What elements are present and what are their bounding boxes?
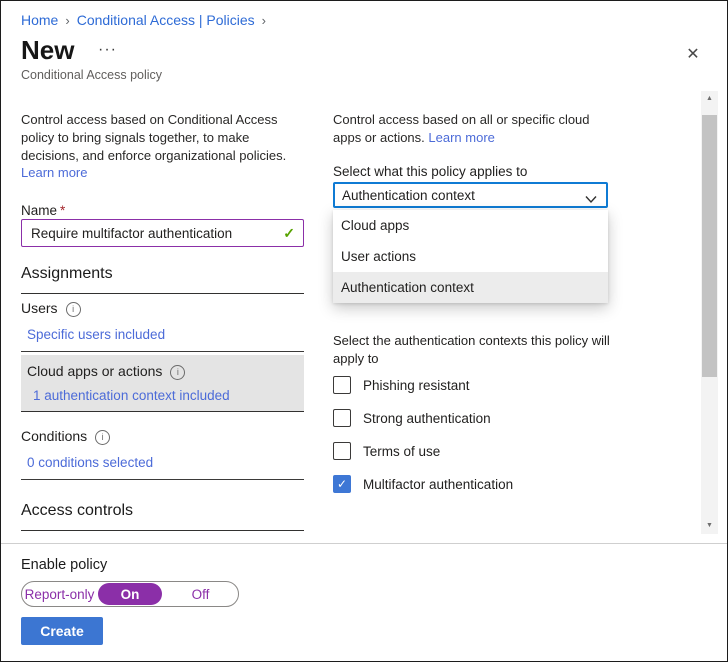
dropdown-option-cloud-apps[interactable]: Cloud apps bbox=[341, 218, 410, 233]
conditions-link[interactable]: 0 conditions selected bbox=[27, 455, 154, 470]
checkbox-label: Phishing resistant bbox=[363, 378, 470, 393]
checkbox-label: Strong authentication bbox=[363, 411, 491, 426]
vertical-scrollbar[interactable] bbox=[701, 91, 718, 534]
assignments-heading: Assignments bbox=[21, 265, 304, 294]
more-options-icon[interactable]: ··· bbox=[98, 41, 117, 58]
breadcrumb-home[interactable]: Home bbox=[21, 12, 59, 28]
chevron-right-icon: › bbox=[261, 13, 266, 28]
checkbox-terms-of-use[interactable] bbox=[333, 442, 351, 460]
policy-description: Control access based on Conditional Access policy to bring signals together, to make decisions, and enforce organizational policies. bbox=[21, 112, 287, 163]
divider bbox=[21, 351, 304, 352]
learn-more-link[interactable]: Learn more bbox=[21, 165, 88, 180]
name-label bbox=[21, 203, 65, 218]
cloud-apps-link[interactable]: 1 authentication context included bbox=[33, 388, 230, 403]
checkbox-label: Terms of use bbox=[363, 444, 441, 459]
policy-applies-dropdown bbox=[333, 210, 608, 303]
dropdown-option-user-actions[interactable]: User actions bbox=[341, 249, 417, 264]
checkbox-multifactor-authentication[interactable]: ✓ bbox=[333, 475, 351, 493]
checkbox-strong-authentication[interactable] bbox=[333, 409, 351, 427]
info-icon[interactable]: i bbox=[95, 430, 110, 445]
scroll-down-icon[interactable]: ▼ bbox=[706, 522, 713, 529]
cloud-apps-section-selected[interactable] bbox=[21, 355, 304, 412]
close-icon[interactable]: ✕ bbox=[686, 46, 700, 63]
toggle-report-only[interactable]: Report-only bbox=[24, 586, 95, 602]
valid-check-icon: ✓ bbox=[283, 225, 295, 241]
page-subtitle: Conditional Access policy bbox=[21, 68, 163, 82]
breadcrumb bbox=[21, 12, 273, 28]
checkbox-phishing-resistant[interactable] bbox=[333, 376, 351, 394]
cloud-apps-description bbox=[333, 111, 615, 147]
info-icon[interactable]: i bbox=[170, 365, 185, 380]
checkbox-label: Multifactor authentication bbox=[363, 477, 514, 492]
policy-applies-select[interactable] bbox=[333, 182, 608, 208]
breadcrumb-conditional-access-policies[interactable]: Conditional Access | Policies bbox=[76, 12, 255, 28]
scroll-up-icon[interactable]: ▲ bbox=[706, 95, 713, 102]
authentication-contexts-label: Select the authentication contexts this policy will apply to bbox=[333, 333, 610, 366]
dropdown-option-authentication-context[interactable]: Authentication context bbox=[333, 272, 608, 303]
footer-divider bbox=[1, 543, 728, 544]
select-policy-applies-label: Select what this policy applies to bbox=[333, 164, 528, 179]
conditions-label bbox=[21, 428, 110, 445]
create-button[interactable]: Create bbox=[21, 617, 103, 645]
name-input-value: Require multifactor authentication bbox=[31, 226, 233, 241]
chevron-right-icon: › bbox=[65, 13, 70, 28]
policy-applies-select-value: Authentication context bbox=[342, 188, 475, 203]
conditions-label-text: Conditions bbox=[21, 428, 88, 444]
toggle-off[interactable]: Off bbox=[191, 586, 210, 602]
info-icon[interactable]: i bbox=[66, 302, 81, 317]
users-link[interactable]: Specific users included bbox=[27, 327, 166, 342]
users-label-text: Users bbox=[21, 300, 58, 316]
enable-policy-toggle bbox=[21, 581, 239, 607]
cloud-apps-label-text: Cloud apps or actions bbox=[27, 363, 163, 379]
name-input[interactable] bbox=[21, 219, 304, 247]
users-label bbox=[21, 300, 81, 317]
cloud-apps-description-text: Control access based on all or specific cloud apps or actions. bbox=[333, 112, 590, 145]
scrollbar-thumb[interactable] bbox=[702, 115, 717, 377]
chevron-down-icon bbox=[585, 191, 597, 209]
divider bbox=[21, 479, 304, 480]
cloud-apps-label bbox=[27, 363, 185, 380]
page-title: New bbox=[21, 35, 75, 65]
enable-policy-label: Enable policy bbox=[21, 557, 108, 573]
name-label-text: Name bbox=[21, 203, 58, 218]
learn-more-link[interactable]: Learn more bbox=[428, 130, 495, 145]
required-asterisk: * bbox=[60, 203, 66, 218]
toggle-on[interactable]: On bbox=[98, 583, 162, 605]
access-controls-heading: Access controls bbox=[21, 502, 304, 531]
